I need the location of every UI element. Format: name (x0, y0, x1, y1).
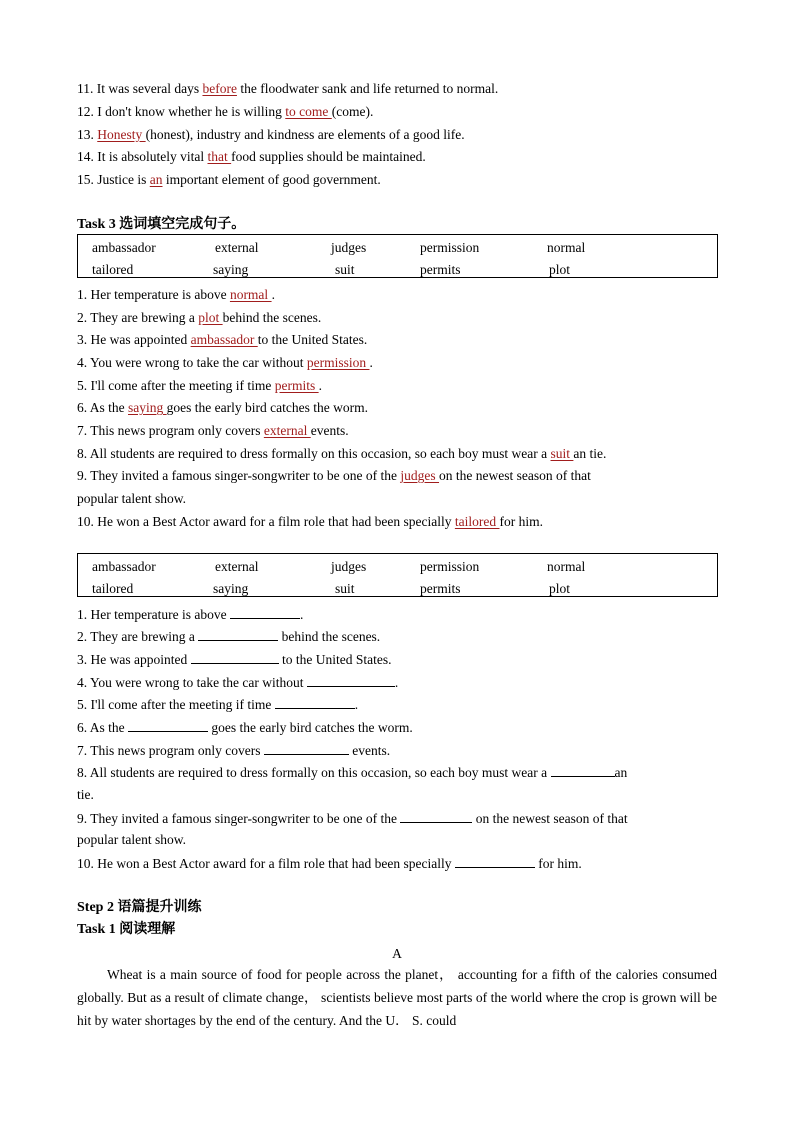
word-bank-item: external (215, 559, 259, 574)
sentence-13: 13. Honesty (honest), industry and kindness are elements of a good life. (77, 127, 465, 142)
answered-sentence-1: 1. Her temperature is above normal . (77, 287, 275, 302)
blank-sentence-8-cont: tie. (77, 787, 94, 802)
blank-line[interactable] (455, 854, 535, 868)
task1-heading: Task 1 阅读理解 (77, 922, 176, 937)
answered-sentence-10: 10. He won a Best Actor award for a film role that had been specially tailored for him. (77, 514, 543, 529)
word-bank-item: suit (335, 581, 355, 596)
answer: tailored (454, 514, 500, 529)
answer: an (149, 172, 163, 187)
answered-sentence-4: 4. You were wrong to take the car without permission . (77, 355, 373, 370)
word-bank-item: normal (547, 240, 586, 255)
answered-sentence-8: 8. All students are required to dress formally on this occasion, so each boy must wear a suit an tie. (77, 446, 607, 461)
word-bank-item: permission (420, 559, 480, 574)
sentence-11: 11. It was several days before the floodwater sank and life returned to normal. (77, 81, 499, 96)
blank-sentence-1: 1. Her temperature is above . (77, 607, 304, 622)
word-bank-item: plot (549, 262, 571, 277)
answered-sentence-3: 3. He was appointed ambassador to the United States. (77, 332, 368, 347)
word-bank-item: ambassador (92, 559, 156, 574)
blank-sentence-9: 9. They invited a famous singer-songwriter to be one of the on the newest season of that (77, 811, 628, 826)
answer: that (207, 149, 232, 164)
word-bank-item: saying (213, 581, 249, 596)
word-bank-item: permits (420, 581, 461, 596)
blank-sentence-4: 4. You were wrong to take the car without . (77, 675, 399, 690)
word-bank-item: normal (547, 559, 586, 574)
blank-sentence-8: 8. All students are required to dress formally on this occasion, so each boy must wear a an (77, 765, 628, 780)
sentence-12: 12. I don't know whether he is willing to come (come). (77, 104, 374, 119)
task3-heading: Task 3 选词填空完成句子。 (77, 217, 246, 232)
answer: judges (400, 468, 440, 483)
answered-sentence-7: 7. This news program only covers external events. (77, 423, 349, 438)
word-bank-item: permits (420, 262, 461, 277)
word-bank-item: saying (213, 262, 249, 277)
blank-sentence-5: 5. I'll come after the meeting if time . (77, 697, 359, 712)
word-bank-item: external (215, 240, 259, 255)
answered-sentence-2: 2. They are brewing a plot behind the scenes. (77, 310, 322, 325)
word-bank-item: permission (420, 240, 480, 255)
blank-line[interactable] (191, 650, 279, 664)
blank-line[interactable] (551, 763, 615, 777)
answered-sentence-6: 6. As the saying goes the early bird catches the worm. (77, 400, 368, 415)
blank-sentence-10: 10. He won a Best Actor award for a film role that had been specially for him. (77, 856, 582, 871)
blank-sentence-6: 6. As the goes the early bird catches the worm. (77, 720, 413, 735)
blank-line[interactable] (264, 741, 349, 755)
blank-sentence-2: 2. They are brewing a behind the scenes. (77, 629, 381, 644)
word-bank-item: plot (549, 581, 571, 596)
blank-line[interactable] (275, 695, 355, 709)
reading-paragraph: Wheat is a main source of food for people across the planet， accounting for a fifth of the calories consumed globally. But as a result of climate change， scientists believe most parts of the world where the crop is grown will be hit by water shortages by the end of the century. And the U． S. could (77, 967, 717, 1028)
answered-sentence-5: 5. I'll come after the meeting if time permits . (77, 378, 322, 393)
answer: ambassador (190, 332, 258, 347)
sentence-14: 14. It is absolutely vital that food supplies should be maintained. (77, 149, 426, 164)
sentence-15: 15. Justice is an important element of good government. (77, 172, 381, 187)
blank-sentence-9-cont: popular talent show. (77, 832, 186, 847)
section-letter: A (392, 946, 402, 961)
word-bank-item: ambassador (92, 240, 156, 255)
answer: normal (229, 287, 272, 302)
blank-sentence-3: 3. He was appointed to the United States. (77, 652, 392, 667)
blank-line[interactable] (307, 673, 395, 687)
word-bank-item: suit (335, 262, 355, 277)
word-bank-item: tailored (92, 262, 134, 277)
blank-line[interactable] (128, 718, 208, 732)
word-bank-box (77, 234, 718, 278)
word-bank-item: judges (331, 240, 367, 255)
answer: saying (128, 400, 167, 415)
answer: plot (198, 310, 223, 325)
answered-sentence-9-cont: popular talent show. (77, 491, 186, 506)
blank-sentence-7: 7. This news program only covers events. (77, 743, 391, 758)
answer: Honesty (97, 127, 146, 142)
answer: suit (550, 446, 574, 461)
answer: to come (285, 104, 332, 119)
answer: external (263, 423, 311, 438)
step2-heading: Step 2 语篇提升训练 (77, 900, 202, 915)
answer: before (202, 81, 237, 96)
blank-line[interactable] (400, 809, 472, 823)
word-bank-item: tailored (92, 581, 134, 596)
answer: permits (274, 378, 319, 393)
answer: permission (306, 355, 370, 370)
blank-line[interactable] (230, 605, 300, 619)
answered-sentence-9: 9. They invited a famous singer-songwriter to be one of the judges on the newest season of that (77, 468, 591, 483)
blank-line[interactable] (198, 627, 278, 641)
word-bank-box (77, 553, 718, 597)
word-bank-item: judges (331, 559, 367, 574)
